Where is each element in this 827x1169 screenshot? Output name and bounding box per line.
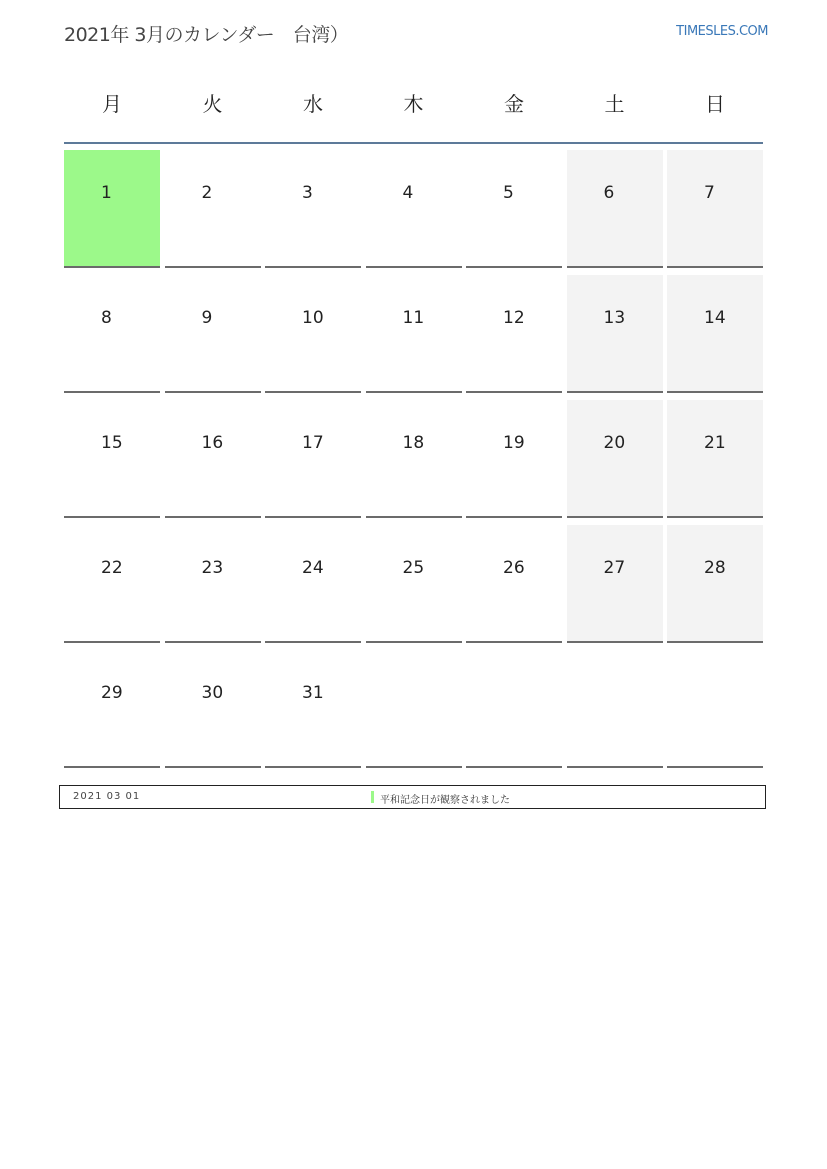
day-number: 15 [101, 433, 123, 453]
weekday-mon: 月 [102, 92, 122, 116]
day-cell-2 [165, 150, 261, 268]
day-cell-16 [165, 400, 261, 518]
weekday-sun: 日 [705, 92, 725, 116]
empty-day-cell [567, 650, 663, 768]
day-number: 12 [503, 308, 525, 328]
day-cell-23 [165, 525, 261, 643]
day-number: 16 [201, 433, 224, 453]
day-number: 19 [503, 433, 525, 453]
empty-day-cell [466, 650, 562, 768]
day-number: 29 [101, 683, 123, 703]
holiday-note [59, 785, 766, 809]
site-link[interactable]: TIMESLES.COM [676, 24, 768, 39]
day-number: 21 [704, 433, 726, 453]
day-cell-19 [466, 400, 562, 518]
day-number: 4 [402, 183, 414, 203]
day-cell-22 [64, 525, 160, 643]
day-number: 14 [704, 308, 726, 328]
holiday-note-date: 2021 03 01 [73, 791, 141, 802]
page-title: 2021年 3月のカレンダー 台湾） [64, 24, 349, 46]
day-cell-30 [165, 650, 261, 768]
day-number: 27 [603, 558, 626, 578]
day-number: 10 [302, 308, 324, 328]
empty-day-cell [366, 650, 462, 768]
day-cell-27 [567, 525, 663, 643]
day-cell-11 [366, 275, 462, 393]
day-number: 11 [402, 308, 425, 328]
weekday-tue: 火 [202, 92, 223, 116]
weekday-sat: 土 [604, 92, 625, 116]
day-cell-12 [466, 275, 562, 393]
day-number: 7 [704, 183, 715, 203]
day-cell-5 [466, 150, 562, 268]
day-cell-18 [366, 400, 462, 518]
day-number: 3 [302, 183, 313, 203]
day-number: 1 [101, 183, 112, 203]
holiday-note-text: 平和記念日が観察されました [380, 795, 510, 806]
day-cell-17 [265, 400, 361, 518]
day-number: 23 [201, 558, 224, 578]
day-number: 24 [302, 558, 324, 578]
day-cell-13 [567, 275, 663, 393]
day-number: 2 [201, 183, 213, 203]
day-cell-31 [265, 650, 361, 768]
day-cell-14 [667, 275, 763, 393]
day-cell-4 [366, 150, 462, 268]
day-cell-24 [265, 525, 361, 643]
day-cell-9 [165, 275, 261, 393]
holiday-color-marker [371, 791, 374, 803]
header-divider [64, 142, 763, 144]
day-cell-1 [64, 150, 160, 268]
day-number: 20 [603, 433, 626, 453]
day-number: 9 [201, 308, 213, 328]
day-number: 30 [201, 683, 224, 703]
day-number: 25 [402, 558, 425, 578]
day-number: 28 [704, 558, 726, 578]
day-number: 17 [302, 433, 324, 453]
day-cell-28 [667, 525, 763, 643]
day-cell-26 [466, 525, 562, 643]
day-number: 13 [603, 308, 626, 328]
day-cell-3 [265, 150, 361, 268]
day-cell-29 [64, 650, 160, 768]
day-cell-8 [64, 275, 160, 393]
day-number: 8 [101, 308, 112, 328]
weekday-header-row [64, 88, 763, 122]
day-number: 26 [503, 558, 525, 578]
day-number: 22 [101, 558, 123, 578]
day-number: 6 [603, 183, 615, 203]
day-cell-7 [667, 150, 763, 268]
day-number: 5 [503, 183, 514, 203]
empty-day-cell [667, 650, 763, 768]
day-cell-25 [366, 525, 462, 643]
weekday-thu: 木 [403, 92, 424, 116]
day-cell-10 [265, 275, 361, 393]
day-cell-6 [567, 150, 663, 268]
day-number: 18 [402, 433, 425, 453]
day-number: 31 [302, 683, 324, 703]
day-cell-20 [567, 400, 663, 518]
day-cell-15 [64, 400, 160, 518]
day-cell-21 [667, 400, 763, 518]
weekday-fri: 金 [504, 92, 524, 116]
weekday-wed: 水 [303, 92, 323, 116]
